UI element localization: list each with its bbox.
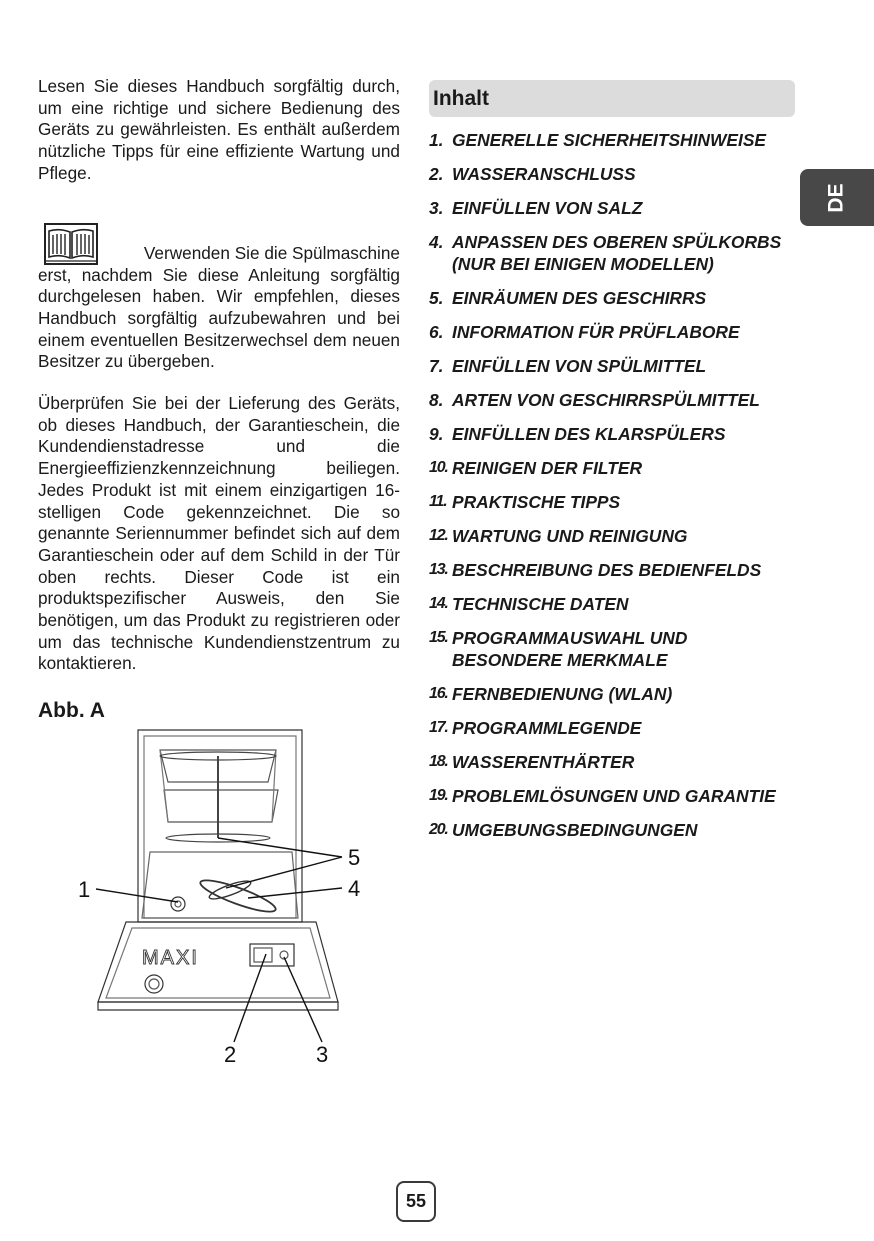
page-number: 55 xyxy=(396,1181,436,1222)
toc-item xyxy=(429,389,795,411)
book-note xyxy=(38,209,400,374)
toc-item-text: FERNBEDIENUNG (WLAN) xyxy=(452,684,673,704)
toc-item-text: INFORMATION FÜR PRÜFLABORE xyxy=(452,322,740,342)
toc-item-text: EINFÜLLEN DES KLARSPÜLERS xyxy=(452,424,726,444)
toc-item-number: 5. xyxy=(429,288,444,308)
salt-cap xyxy=(171,897,185,911)
toc-item-number: 6. xyxy=(429,322,444,342)
toc-item-text: PROBLEMLÖSUNGEN UND GARANTIE xyxy=(452,786,776,806)
toc-item-text: EINFÜLLEN VON SPÜLMITTEL xyxy=(452,356,707,376)
toc-item-text: REINIGEN DER FILTER xyxy=(452,458,643,478)
toc-title: Inhalt xyxy=(429,80,795,117)
toc-item xyxy=(429,593,795,615)
toc-item xyxy=(429,287,795,309)
book-note-first-line: Verwenden Sie die Spülmaschine xyxy=(143,242,400,263)
toc-item-number: 9. xyxy=(429,424,444,444)
toc-column xyxy=(429,80,795,853)
toc-item-number: 16. xyxy=(429,685,448,702)
toc-item-text: GENERELLE SICHERHEITSHINWEISE xyxy=(452,130,767,150)
toc-item-number: 17. xyxy=(429,719,448,736)
toc-item-number: 15. xyxy=(429,629,448,646)
intro-paragraph-1: Lesen Sie dieses Handbuch sorgfältig durch, um eine richtige und sichere Bedienung des Geräts zu gewährleisten. Es enthält außerdem nützliche Tipps für eine effiziente Wartung und Pflege. xyxy=(38,76,400,183)
toc-item xyxy=(429,197,795,219)
toc-item-text: ANPASSEN DES OBEREN SPÜLKORBS (NUR BEI EINIGEN MODELLEN) xyxy=(452,232,782,274)
toc-item xyxy=(429,785,795,807)
language-tab: DE xyxy=(800,169,874,226)
toc-item-number: 18. xyxy=(429,753,448,770)
dishwasher-figure xyxy=(72,722,372,1067)
toc-item-number: 19. xyxy=(429,787,448,804)
toc-item-number: 7. xyxy=(429,356,444,376)
rinse-aid-cap xyxy=(145,975,163,993)
toc-item-text: EINRÄUMEN DES GESCHIRRS xyxy=(452,288,707,308)
toc-item xyxy=(429,457,795,479)
toc-item-number: 12. xyxy=(429,527,448,544)
toc-item xyxy=(429,129,795,151)
toc-item-text: WARTUNG UND REINIGUNG xyxy=(452,526,688,546)
toc-item-number: 4. xyxy=(429,232,444,252)
fig-label-4: 4 xyxy=(348,876,361,901)
toc-item-number: 14. xyxy=(429,595,448,612)
toc-item-number: 8. xyxy=(429,390,444,410)
toc-item-number: 11. xyxy=(429,493,447,510)
toc-item xyxy=(429,491,795,513)
toc-item xyxy=(429,355,795,377)
book-icon xyxy=(44,223,98,265)
toc-item-text: EINFÜLLEN VON SALZ xyxy=(452,198,643,218)
toc-item xyxy=(429,423,795,445)
toc-item xyxy=(429,321,795,343)
toc-item-text: TECHNISCHE DATEN xyxy=(452,594,629,614)
fig-label-5: 5 xyxy=(348,845,361,870)
toc-item-number: 3. xyxy=(429,198,444,218)
toc-item-text: BESCHREIBUNG DES BEDIENFELDS xyxy=(452,560,762,580)
toc-item-text: PRAKTISCHE TIPPS xyxy=(452,492,621,512)
toc-item-text: ARTEN VON GESCHIRRSPÜLMITTEL xyxy=(452,390,760,410)
toc-item-text: WASSERANSCHLUSS xyxy=(452,164,636,184)
toc-item-number: 20. xyxy=(429,821,448,838)
toc-item-number: 10. xyxy=(429,459,448,476)
toc-item-text: PROGRAMMAUSWAHL UND BESONDERE MERKMALE xyxy=(452,628,688,670)
toc-item xyxy=(429,819,795,841)
fig-label-1: 1 xyxy=(78,877,91,902)
toc-item xyxy=(429,231,795,275)
toc-list xyxy=(429,129,795,841)
toc-item xyxy=(429,627,795,671)
toc-item-text: WASSERENTHÄRTER xyxy=(452,752,635,772)
toc-item-text: PROGRAMMLEGENDE xyxy=(452,718,642,738)
intro-column xyxy=(38,76,400,723)
maxi-text: MAXI xyxy=(142,947,199,969)
toc-item xyxy=(429,559,795,581)
toc-item xyxy=(429,717,795,739)
toc-item xyxy=(429,683,795,705)
figure-title: Abb. A xyxy=(38,699,105,723)
door-outline xyxy=(98,922,338,1002)
intro-paragraph-3: Überprüfen Sie bei der Lieferung des Geräts, ob dieses Handbuch, der Garantieschein, die Kundendienstadresse und die Energieeffizienzkennzeichnung beiliegen. Jedes Produkt ist mit einem einzigartigen 16-stelligen Code gekennzeichnet. Die so genannte Seriennummer befindet sich auf dem Garantieschein oder auf dem Schild in der Tür oben rechts. Dieser Code ist ein produktspezifischer Ausweis, den Sie benötigen, um das Produkt zu registrieren oder um das technische Kundendienstzentrum zu kontaktieren. xyxy=(38,393,400,674)
toc-item-number: 13. xyxy=(429,561,448,578)
intro-paragraph-2: erst, nachdem Sie diese Anleitung sorgfältig durchgelesen haben. Wir empfehlen, dieses Handbuch sorgfältig aufzubewahren und bei einem eventuellen Besitzerwechsel dem neuen Besitzer zu übergeben. xyxy=(38,264,400,372)
fig-label-2: 2 xyxy=(224,1042,237,1067)
toc-item xyxy=(429,163,795,185)
fig-label-3: 3 xyxy=(316,1042,329,1067)
toc-item xyxy=(429,751,795,773)
toc-item-number: 1. xyxy=(429,130,444,150)
toc-item-number: 2. xyxy=(429,164,444,184)
toc-item xyxy=(429,525,795,547)
toc-item-text: UMGEBUNGSBEDINGUNGEN xyxy=(452,820,698,840)
